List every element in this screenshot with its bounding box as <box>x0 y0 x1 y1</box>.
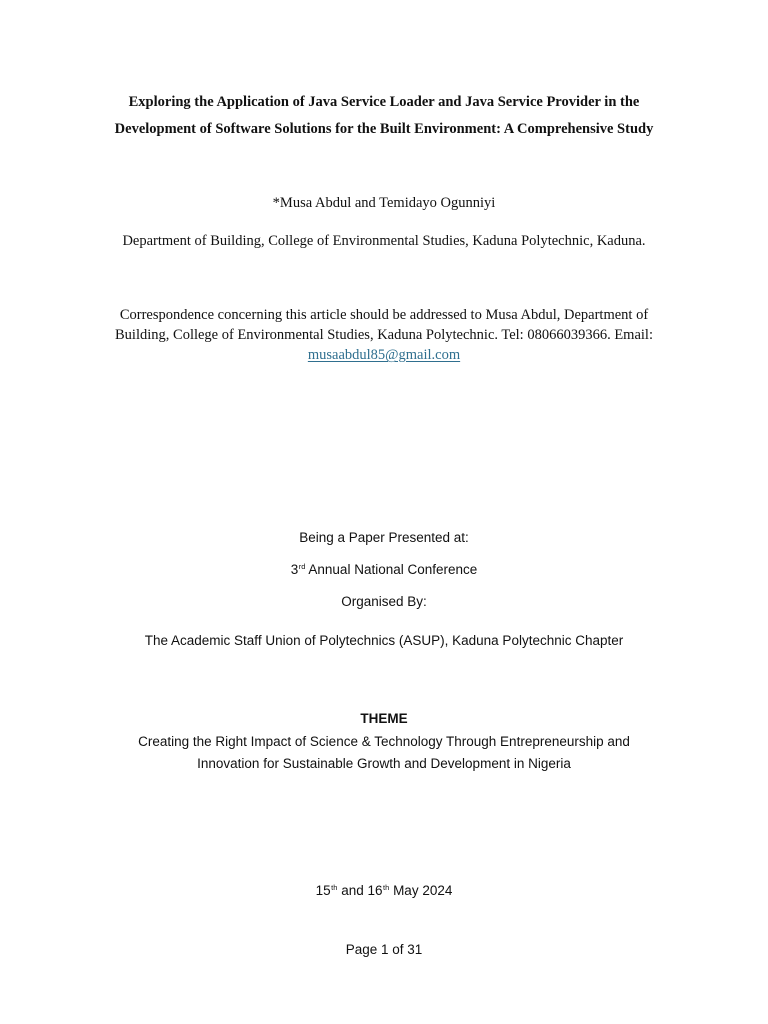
date-month-year: May 2024 <box>393 883 453 898</box>
theme-line-1: Creating the Right Impact of Science & Technology Through Entrepreneurship and <box>138 734 630 749</box>
organised-by: Organised By: <box>341 594 427 609</box>
date-day-2: 16 <box>367 883 383 898</box>
title-line-2: Development of Software Solutions for the Built Environment: A Comprehensive Study <box>114 121 654 137</box>
conference-name-text: Annual National Conference <box>308 562 478 577</box>
conference-name <box>0 560 768 580</box>
affiliation: Department of Building, College of Environmental Studies, Kaduna Polytechnic, Kaduna. <box>122 233 646 249</box>
correspondence-line-2: Building, College of Environmental Studies, Kaduna Polytechnic. Tel: 08066039366. Email: <box>115 327 653 343</box>
email-link[interactable]: musaabdul85@gmail.com <box>307 347 461 363</box>
date-day-1-suffix: th <box>331 883 338 892</box>
title-line-1: Exploring the Application of Java Service Loader and Java Service Provider in the <box>128 94 640 110</box>
organiser: The Academic Staff Union of Polytechnics (ASUP), Kaduna Polytechnic Chapter <box>144 633 624 648</box>
date-day-1: 15 <box>315 883 331 898</box>
page-number: Page 1 of 31 <box>345 942 423 957</box>
date-connector: and <box>341 883 364 898</box>
presented-at: Being a Paper Presented at: <box>299 530 469 545</box>
theme-text <box>0 731 768 775</box>
correspondence <box>0 305 768 365</box>
date-day-2-suffix: th <box>383 883 390 892</box>
conference-number: 3 <box>290 562 299 577</box>
correspondence-line-1: Correspondence concerning this article should be addressed to Musa Abdul, Department of <box>119 307 649 323</box>
authors: *Musa Abdul and Temidayo Ogunniyi <box>272 195 496 211</box>
theme-line-2: Innovation for Sustainable Growth and Development in Nigeria <box>197 756 571 771</box>
conference-date <box>0 881 768 901</box>
theme-heading: THEME <box>360 711 408 726</box>
paper-title <box>0 89 768 143</box>
conference-ordinal-suffix: rd <box>298 562 306 571</box>
